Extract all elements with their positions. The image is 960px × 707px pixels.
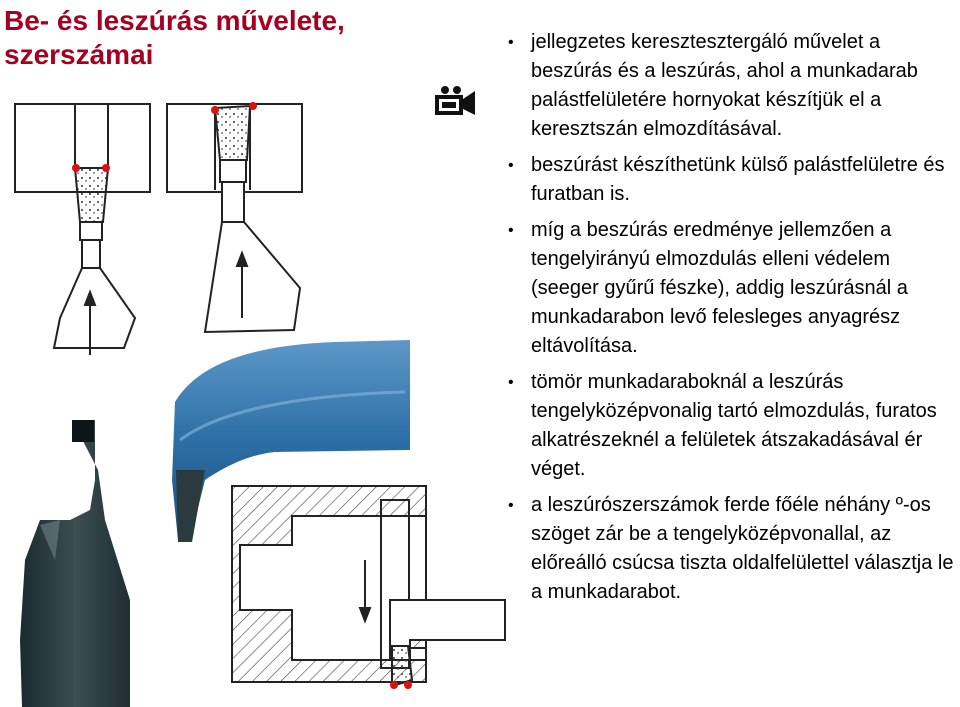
list-item [505, 151, 955, 209]
title-line-1: Be- és leszúrás művelete, [4, 5, 345, 36]
bullet-icon: • [508, 222, 514, 239]
contact-point-marker [404, 681, 412, 689]
list-item [505, 28, 955, 144]
bullet-text: a leszúrószerszámok ferde főéle néhány º-os szöget zár be a tengelyközépvonallal, az előreálló csúcsa tiszta oldalfelülettel választja le a munkadarabot. [531, 494, 954, 603]
list-item [505, 368, 955, 484]
bullet-list [505, 28, 955, 614]
bullet-text: míg a beszúrás eredménye jellemzően a tengelyirányú elmozdulás elleni védelem (seeger gyűrű fészke), addig leszúrásnál a munkadarabon levő felesleges anyagrész eltávolítása. [531, 219, 908, 357]
contact-point-marker [211, 106, 219, 114]
bullet-icon: • [508, 157, 514, 174]
title-line-2: szerszámai [4, 39, 154, 70]
contact-point-marker [249, 102, 257, 110]
list-item [505, 216, 955, 361]
contact-point-marker [390, 681, 398, 689]
contact-point-marker [102, 164, 110, 172]
list-item [505, 491, 955, 607]
bullet-text: jellegzetes keresztesztergáló művelet a beszúrás és a leszúrás, ahol a munkadarab palástfelületére hornyokat készítjük el a keresztszán elmozdításával. [531, 31, 918, 140]
internal-grooving-drawing [167, 104, 302, 332]
bullet-icon: • [508, 374, 514, 391]
bullet-icon: • [508, 34, 514, 51]
video-camera-icon[interactable] [435, 86, 475, 115]
bullet-text: beszúrást készíthetünk külső palástfelületre és furatban is. [531, 154, 945, 205]
external-grooving-drawing [15, 104, 150, 355]
contact-point-marker [72, 164, 80, 172]
parting-tool-photo [20, 420, 130, 707]
bullet-text: tömör munkadaraboknál a leszúrás tengelyközépvonalig tartó elmozdulás, furatos alkatrészeknél a felületek átszakadásával ér véget. [531, 371, 937, 480]
bullet-icon: • [508, 497, 514, 514]
parting-cross-section-drawing [232, 486, 505, 686]
